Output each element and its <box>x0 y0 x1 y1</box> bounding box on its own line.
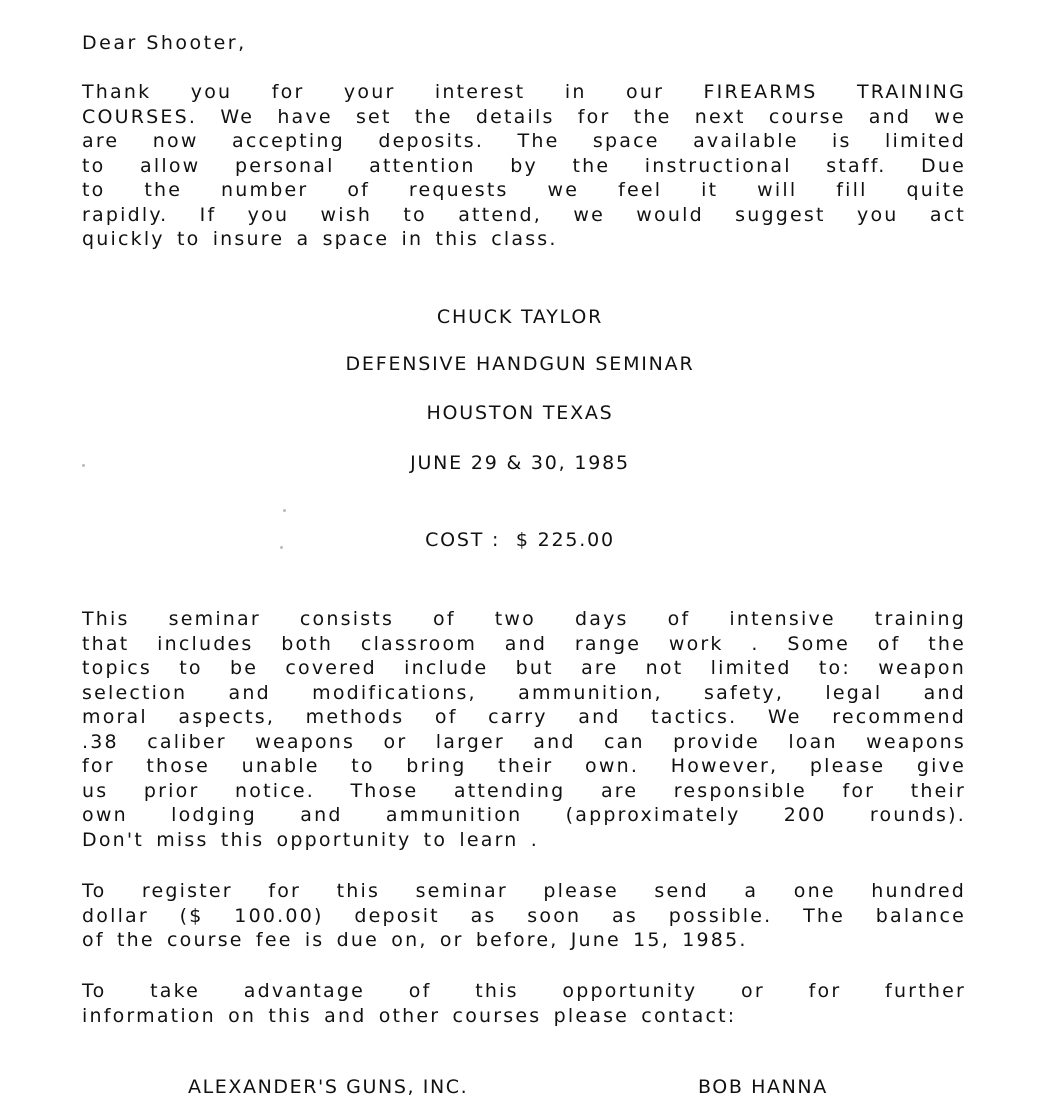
details-line: that includes both classroom and range work . Some of the <box>82 632 966 655</box>
seminar-dates: JUNE 29 & 30, 1985 <box>410 452 630 474</box>
intro-line: to the number of requests we feel it will fill quite <box>82 179 966 201</box>
contact-person: BOB HANNA <box>698 1076 828 1098</box>
seminar-title: DEFENSIVE HANDGUN SEMINAR <box>345 353 695 375</box>
intro-line: to allow personal attention by the instructional staff. Due <box>82 154 966 177</box>
register-line: dollar ($ 100.00) deposit as soon as possible. The balance <box>82 904 966 927</box>
intro-line: COURSES. We have set the details for the next course and we <box>82 105 966 128</box>
intro-line: quickly to insure a space in this class. <box>82 228 558 250</box>
seminar-location: HOUSTON TEXAS <box>426 402 614 424</box>
scan-speck <box>280 546 283 549</box>
contact-line: information on this and other courses please contact: <box>82 1004 737 1027</box>
details-line: .38 caliber weapons or larger and can provide loan weapons <box>82 730 966 753</box>
intro-line: are now accepting deposits. The space available is limited <box>82 130 966 152</box>
scan-speck <box>283 509 286 512</box>
scan-speck <box>82 464 85 467</box>
details-paragraph <box>82 607 966 852</box>
intro-line: rapidly. If you wish to attend, we would suggest you act <box>82 203 966 226</box>
contact-paragraph <box>82 979 966 1028</box>
details-line: Don't miss this opportunity to learn . <box>82 828 539 851</box>
details-line: selection and modifications, ammunition, safety, legal and <box>82 681 966 704</box>
register-line: of the course fee is due on, or before, June 15, 1985. <box>82 929 748 951</box>
contact-line: To take advantage of this opportunity or for further <box>82 980 966 1002</box>
intro-line: Thank you for your interest in our FIREARMS TRAINING <box>82 81 966 103</box>
details-line: own lodging and ammunition (approximately 200 rounds). <box>82 804 966 826</box>
details-line: us prior notice. Those attending are responsible for their <box>82 779 966 802</box>
details-line: topics to be covered include but are not limited to: weapon <box>82 657 966 679</box>
seminar-instructor: CHUCK TAYLOR <box>436 306 604 328</box>
details-line: moral aspects, methods of carry and tactics. We recommend <box>82 706 966 728</box>
seminar-cost: COST : $ 225.00 <box>425 529 615 551</box>
details-line: for those unable to bring their own. However, please give <box>82 755 966 777</box>
intro-paragraph <box>82 80 966 252</box>
register-paragraph <box>82 879 966 953</box>
details-line: This seminar consists of two days of intensive training <box>82 608 966 630</box>
contact-company: ALEXANDER'S GUNS, INC. <box>188 1076 469 1098</box>
register-line: To register for this seminar please send a one hundred <box>82 880 966 902</box>
letter-greeting: Dear Shooter, <box>82 32 247 54</box>
